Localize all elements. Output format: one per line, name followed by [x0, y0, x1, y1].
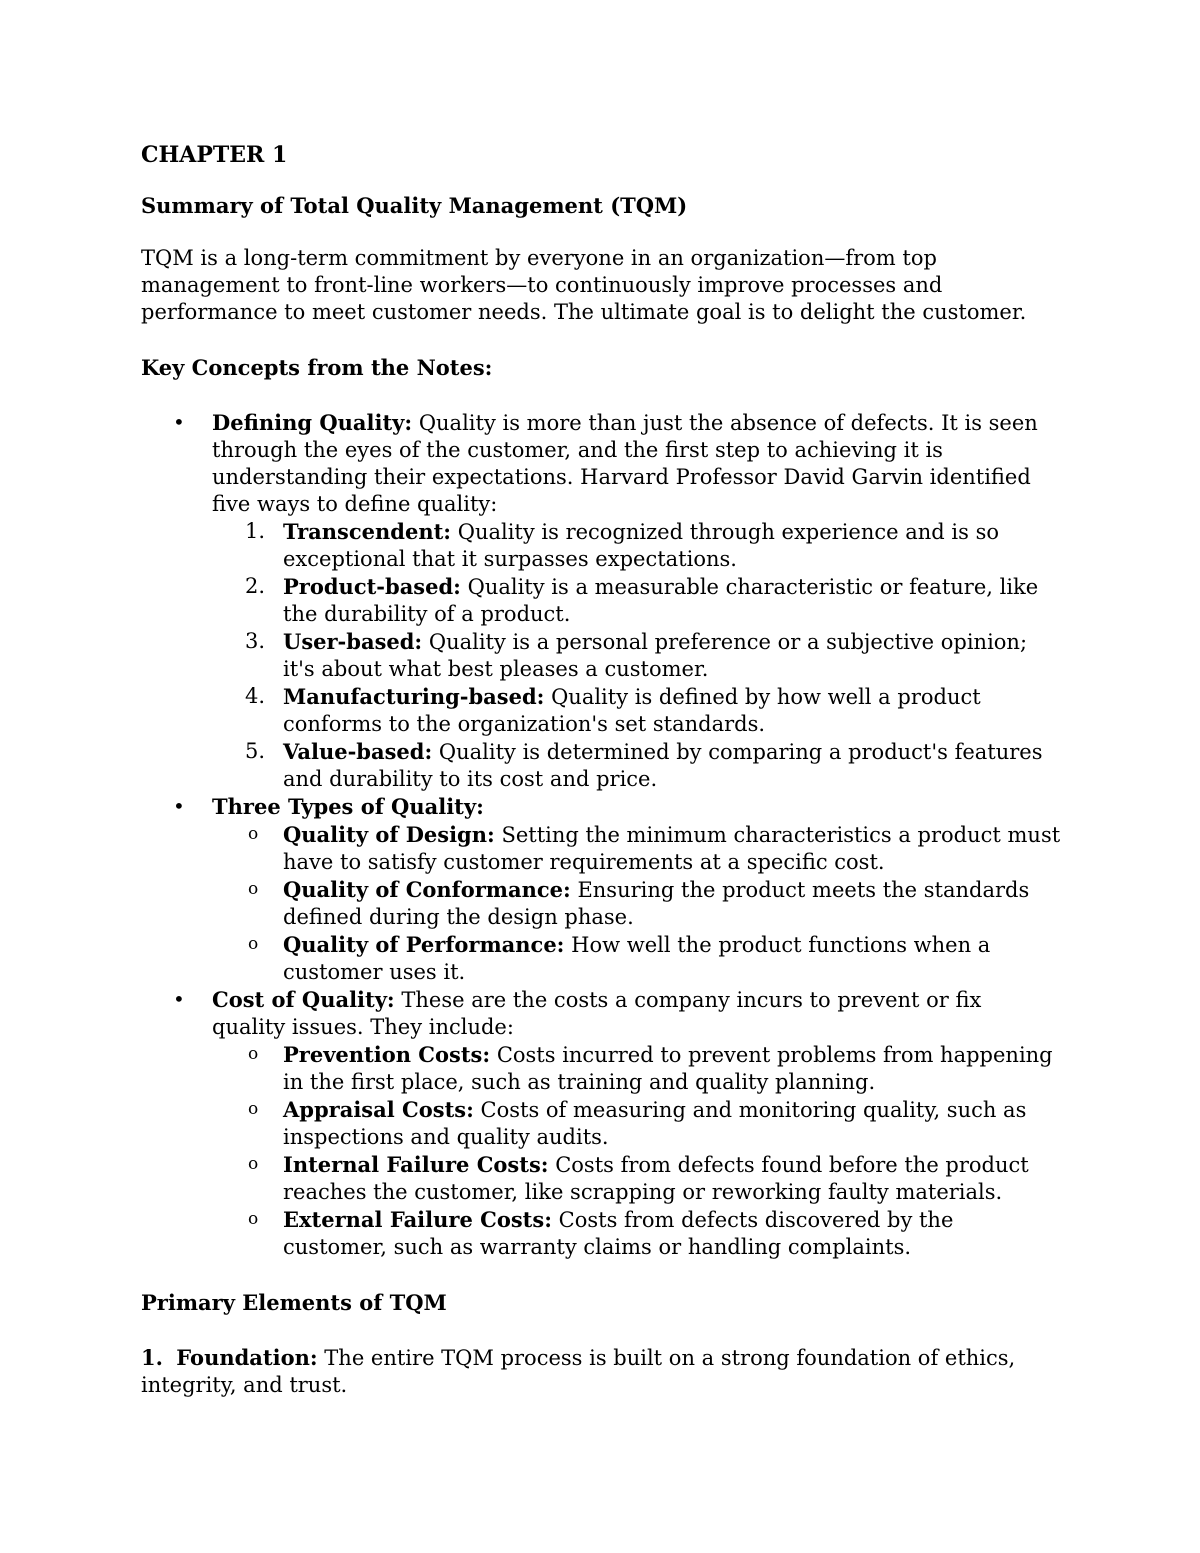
- circle-bullet-icon: o: [248, 1099, 259, 1119]
- item-text: Quality is determined by comparing a product's features and durability to its cost and price.: [283, 740, 1043, 791]
- cost-types-list: [212, 1041, 1061, 1261]
- primary-elements-heading: Primary Elements of TQM: [141, 1290, 447, 1315]
- list-item: [212, 1096, 1061, 1151]
- item-text: How well the product functions when a customer uses it.: [283, 933, 991, 984]
- list-item: [212, 683, 1061, 738]
- list-number: 5.: [245, 739, 266, 763]
- item-label: Product-based:: [283, 574, 461, 599]
- list-item: [212, 876, 1061, 931]
- document-page: [141, 140, 1061, 1399]
- item-text: Costs from defects found before the product reaches the customer, like scrapping or reworking faulty materials.: [283, 1153, 1029, 1204]
- list-item: [212, 518, 1061, 573]
- list-item-cost-of-quality: [141, 986, 1061, 1261]
- quality-types-list: [212, 821, 1061, 986]
- circle-bullet-icon: o: [248, 824, 259, 844]
- list-item-defining-quality: [141, 409, 1061, 793]
- item-label: Value-based:: [283, 739, 433, 764]
- list-item: [212, 1206, 1061, 1261]
- item-label: Appraisal Costs:: [283, 1097, 474, 1122]
- key-concepts-list: [141, 409, 1061, 1261]
- bullet-icon: •: [173, 794, 185, 818]
- bullet-icon: •: [173, 987, 185, 1011]
- document-title: Summary of Total Quality Management (TQM): [141, 193, 688, 218]
- item-text: Setting the minimum characteristics a product must have to satisfy customer requirements at a specific cost.: [283, 823, 1061, 874]
- bullet-icon: •: [173, 410, 185, 434]
- item-label: Transcendent:: [283, 519, 452, 544]
- item-label: External Failure Costs:: [283, 1207, 552, 1232]
- defining-quality-text: Quality is more than just the absence of defects. It is seen through the eyes of the customer, and the first step to achieving it is understanding their expectations. Harvard Professor David Garvin identified five ways to define quality:: [212, 411, 1038, 516]
- item-text: Quality is a measurable characteristic or feature, like the durability of a product.: [283, 575, 1039, 626]
- circle-bullet-icon: o: [248, 934, 259, 954]
- three-types-label: Three Types of Quality:: [212, 794, 484, 819]
- item-text: Costs of measuring and monitoring quality, such as inspections and quality audits.: [283, 1098, 1027, 1149]
- list-item: [212, 821, 1061, 876]
- circle-bullet-icon: o: [248, 1044, 259, 1064]
- item-label: Quality of Performance:: [283, 932, 565, 957]
- list-number: 2.: [245, 574, 266, 598]
- item-label: Prevention Costs:: [283, 1042, 491, 1067]
- foundation-number: 1.: [141, 1345, 163, 1370]
- item-label: Quality of Conformance:: [283, 877, 571, 902]
- item-text: Ensuring the product meets the standards defined during the design phase.: [283, 878, 1030, 929]
- item-text: Quality is defined by how well a product conforms to the organization's set standards.: [283, 685, 981, 736]
- list-item: [212, 628, 1061, 683]
- cost-of-quality-label: Cost of Quality:: [212, 987, 395, 1012]
- list-item: [212, 931, 1061, 986]
- item-text: Costs from defects discovered by the customer, such as warranty claims or handling complaints.: [283, 1208, 954, 1259]
- item-label: Manufacturing-based:: [283, 684, 545, 709]
- item-label: User-based:: [283, 629, 423, 654]
- defining-quality-label: Defining Quality:: [212, 410, 413, 435]
- key-concepts-heading: Key Concepts from the Notes:: [141, 355, 493, 380]
- list-item: [212, 1151, 1061, 1206]
- list-item: [212, 1041, 1061, 1096]
- foundation-item: [141, 1344, 1061, 1399]
- garvin-definitions-list: [212, 518, 1061, 793]
- circle-bullet-icon: o: [248, 1154, 259, 1174]
- list-item: [212, 738, 1061, 793]
- item-label: Quality of Design:: [283, 822, 495, 847]
- item-label: Internal Failure Costs:: [283, 1152, 549, 1177]
- chapter-heading: CHAPTER 1: [141, 142, 288, 168]
- list-number: 1.: [245, 519, 266, 543]
- circle-bullet-icon: o: [248, 1209, 259, 1229]
- foundation-label: Foundation:: [176, 1345, 318, 1370]
- list-number: 3.: [245, 629, 266, 653]
- item-text: Quality is a personal preference or a subjective opinion; it's about what best pleases a customer.: [283, 630, 1028, 681]
- cost-of-quality-text: These are the costs a company incurs to prevent or fix quality issues. They include:: [212, 988, 982, 1039]
- circle-bullet-icon: o: [248, 879, 259, 899]
- foundation-text: The entire TQM process is built on a strong foundation of ethics, integrity, and trust.: [141, 1346, 1016, 1397]
- intro-paragraph: TQM is a long-term commitment by everyone in an organization—from top management to front-line workers—to continuously improve processes and performance to meet customer needs. The ultimate goal is to delight the customer.: [141, 246, 1027, 324]
- item-text: Costs incurred to prevent problems from happening in the first place, such as training and quality planning.: [283, 1043, 1053, 1094]
- list-number: 4.: [245, 684, 266, 708]
- list-item-three-types: [141, 793, 1061, 986]
- item-text: Quality is recognized through experience and is so exceptional that it surpasses expectations.: [283, 520, 1000, 571]
- list-item: [212, 573, 1061, 628]
